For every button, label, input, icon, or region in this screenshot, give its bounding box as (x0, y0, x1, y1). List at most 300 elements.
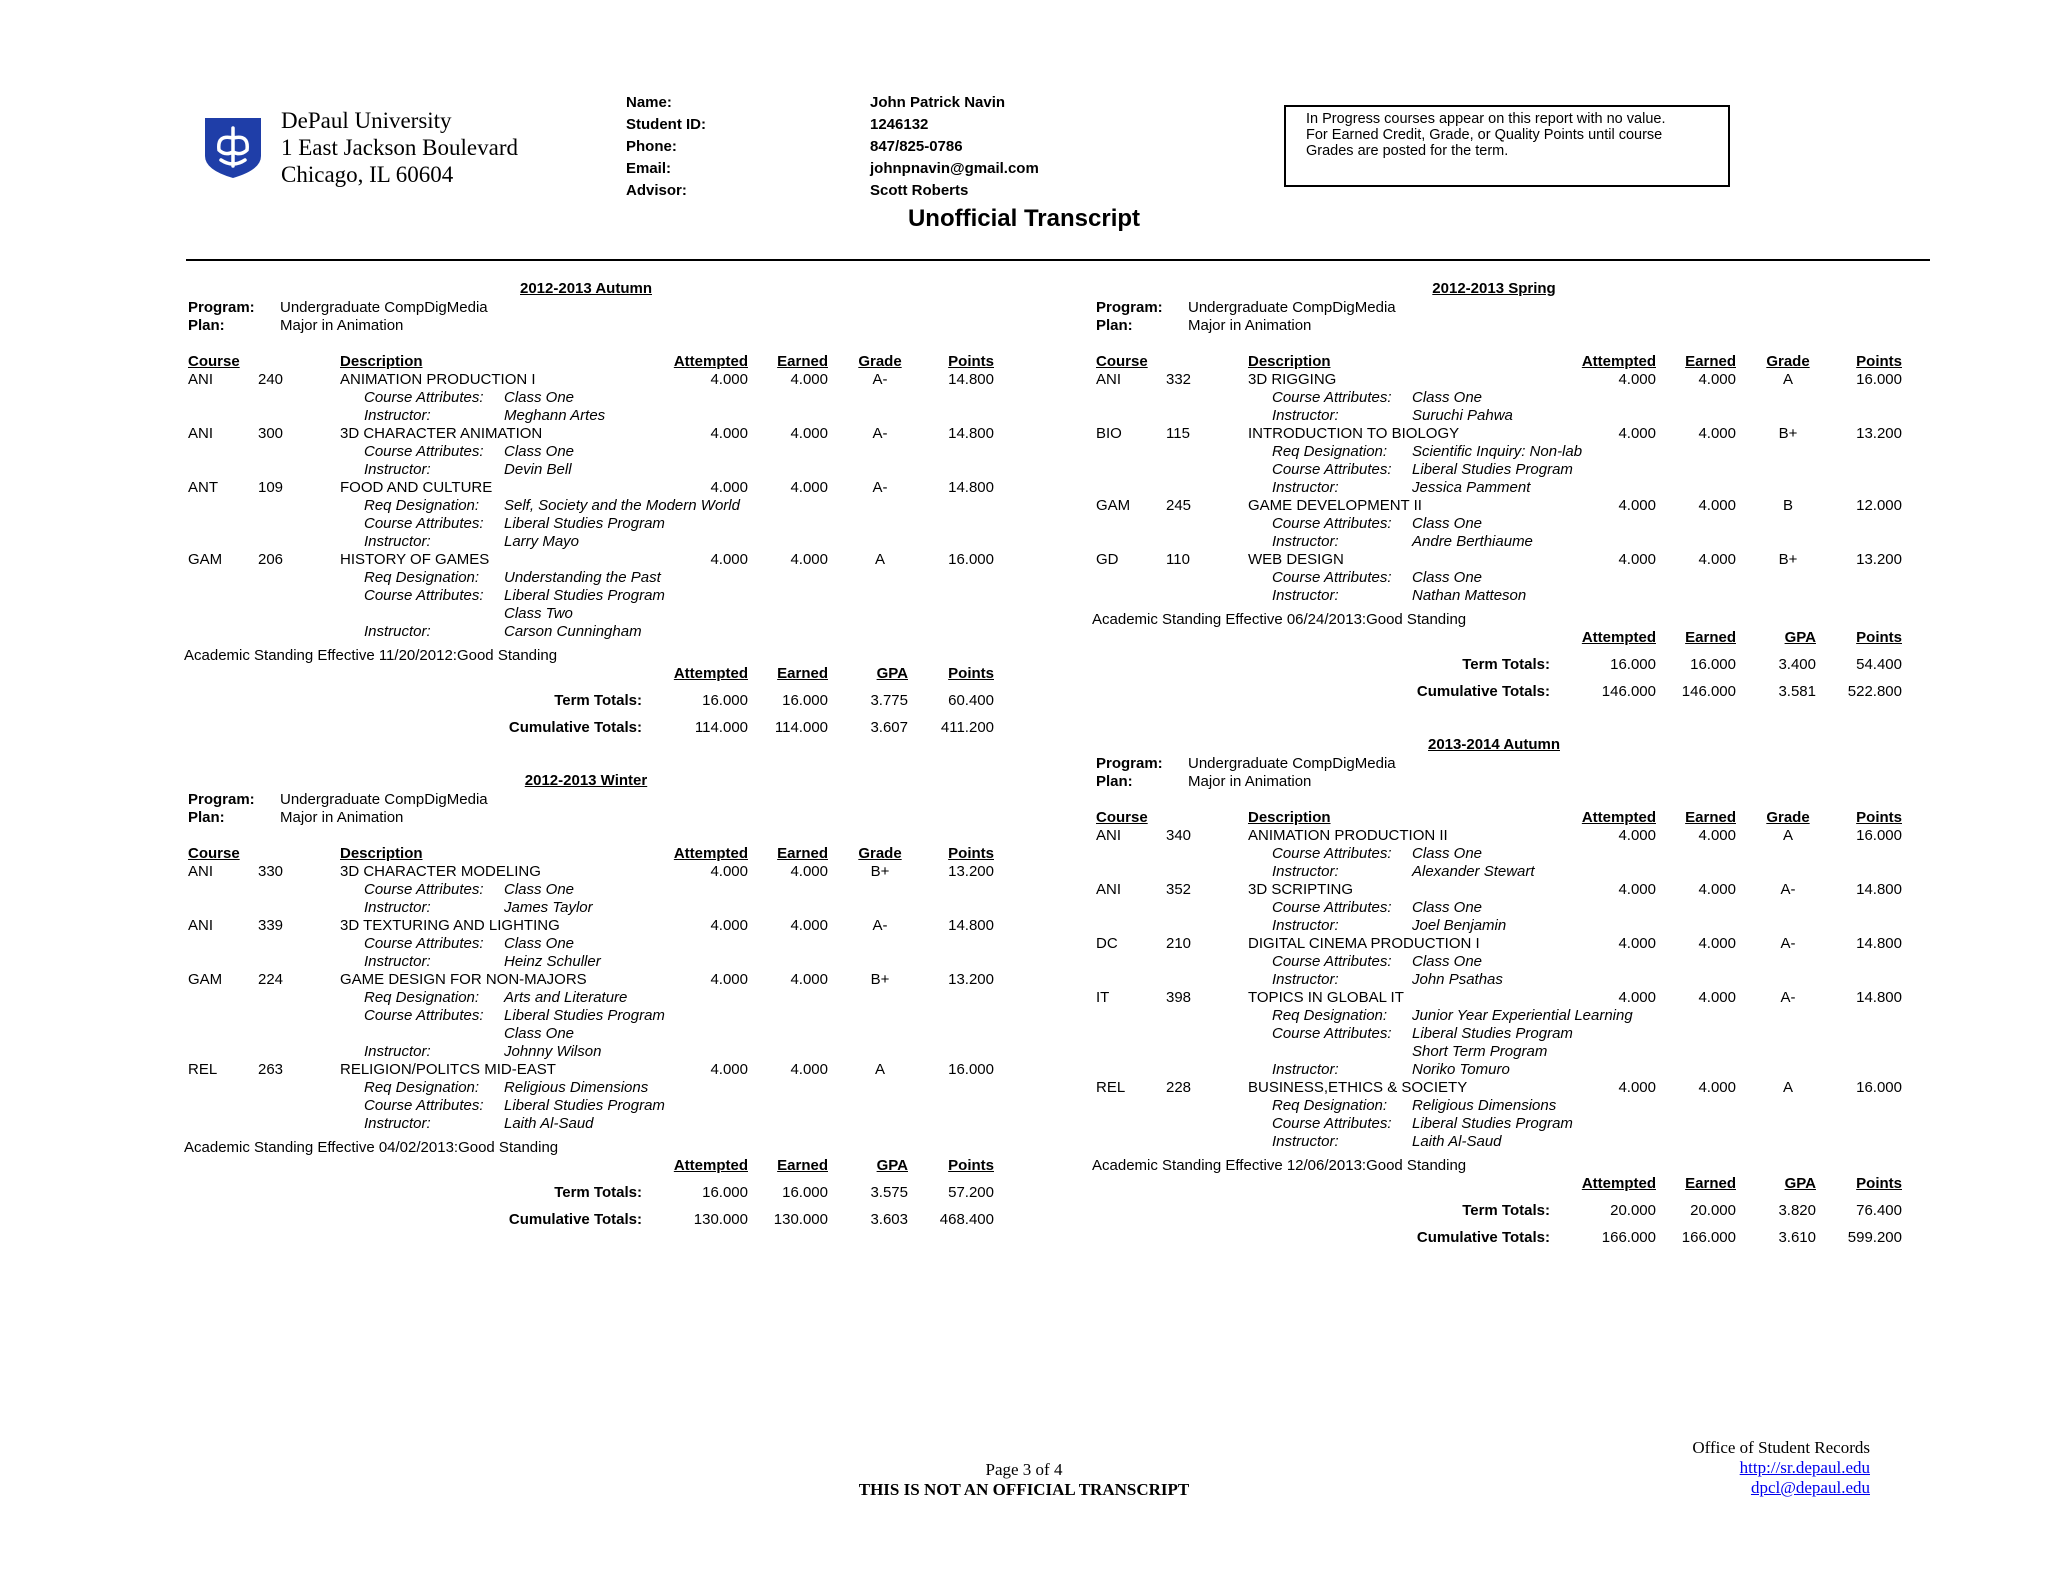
totals-header-gpa: GPA (876, 1157, 908, 1174)
course-attribute-value: Class One (1412, 389, 1483, 406)
course-attribute-label: Instructor: (364, 1043, 431, 1060)
course-points: 13.200 (1856, 425, 1902, 442)
course-attribute-label: Instructor: (1272, 863, 1339, 880)
course-attempted: 4.000 (1618, 827, 1656, 844)
course-attribute-value: John Psathas (1412, 971, 1503, 988)
course-grade: A (1782, 827, 1793, 844)
course-description: RELIGION/POLITCS MID-EAST (340, 1061, 556, 1078)
course-attribute-value: Arts and Literature (504, 989, 628, 1006)
course-attribute-value: Short Term Program (1412, 1043, 1548, 1060)
term-totals-label: Term Totals: (554, 692, 642, 709)
course-attribute-value: Class One (504, 443, 575, 460)
course-attribute-value: Nathan Matteson (1412, 587, 1527, 604)
course-attribute-value: Johnny Wilson (504, 1043, 602, 1060)
course-number: 330 (258, 863, 284, 880)
cumulative-totals-attempted: 166.000 (1601, 1229, 1656, 1246)
course-grade: A- (872, 371, 888, 388)
course-grade: B+ (870, 971, 890, 988)
course-earned: 4.000 (1698, 1079, 1736, 1096)
course-description: 3D CHARACTER ANIMATION (340, 425, 543, 442)
course-earned: 4.000 (1698, 989, 1736, 1006)
course-earned: 4.000 (790, 863, 828, 880)
course-attribute-value: Noriko Tomuro (1412, 1061, 1510, 1078)
cumulative-totals-gpa: 3.607 (870, 719, 908, 736)
term-totals-label: Term Totals: (1462, 656, 1550, 673)
column-header-grade: Grade (858, 845, 902, 862)
name-label: Name: (626, 94, 672, 111)
course-attempted: 4.000 (710, 971, 748, 988)
totals-header-points: Points (948, 1157, 994, 1174)
course-description: ANIMATION PRODUCTION II (1248, 827, 1448, 844)
course-attribute-value: Suruchi Pahwa (1412, 407, 1513, 424)
academic-standing: Academic Standing Effective 12/06/2013:Good Standing (1092, 1157, 1467, 1174)
term-title: 2013-2014 Autumn (1428, 736, 1560, 753)
course-earned: 4.000 (790, 917, 828, 934)
column-header-course: Course (188, 353, 240, 370)
records-email-link[interactable]: dpcl@depaul.edu (1750, 1478, 1870, 1497)
cumulative-totals-earned: 146.000 (1681, 683, 1736, 700)
cumulative-totals-attempted: 130.000 (693, 1211, 748, 1228)
course-number: 340 (1166, 827, 1192, 844)
course-attribute-value: Laith Al-Saud (1412, 1133, 1502, 1150)
course-earned: 4.000 (1698, 827, 1736, 844)
course-points: 13.200 (948, 863, 994, 880)
term-section (1092, 258, 1930, 700)
course-attribute-value: Laith Al-Saud (504, 1115, 594, 1132)
course-attribute-label: Course Attributes: (364, 935, 484, 952)
course-points: 16.000 (1856, 371, 1902, 388)
course-subject: ANI (188, 371, 214, 388)
course-attribute-label: Instructor: (364, 1115, 431, 1132)
course-subject: GAM (1096, 497, 1131, 514)
course-attribute-label: Instructor: (1272, 1133, 1339, 1150)
plan-label: Plan: (188, 809, 225, 826)
course-earned: 4.000 (1698, 425, 1736, 442)
totals-header-gpa: GPA (1784, 629, 1816, 646)
course-subject: GD (1096, 551, 1119, 568)
course-attribute-value: Devin Bell (504, 461, 572, 478)
course-attribute-value: Larry Mayo (504, 533, 580, 550)
course-attribute-label: Instructor: (1272, 533, 1339, 550)
program-value: Undergraduate CompDigMedia (1188, 755, 1396, 772)
column-header-attempted: Attempted (1581, 809, 1656, 826)
totals-header-earned: Earned (1685, 629, 1736, 646)
program-label: Program: (188, 299, 255, 316)
course-attribute-label: Req Designation: (364, 1079, 480, 1096)
records-website-link[interactable]: http://sr.depaul.edu (1739, 1458, 1870, 1477)
course-description: 3D TEXTURING AND LIGHTING (340, 917, 560, 934)
course-points: 16.000 (1856, 1079, 1902, 1096)
course-description: ANIMATION PRODUCTION I (340, 371, 536, 388)
course-subject: GAM (188, 551, 223, 568)
academic-standing: Academic Standing Effective 11/20/2012:Good Standing (184, 647, 558, 664)
totals-header-gpa: GPA (1784, 1175, 1816, 1192)
course-grade: B+ (1778, 551, 1798, 568)
course-attribute-value: Junior Year Experiential Learning (1412, 1007, 1633, 1024)
totals-header-attempted: Attempted (673, 665, 748, 682)
course-attribute-label: Req Designation: (1272, 1007, 1388, 1024)
cumulative-totals-gpa: 3.610 (1778, 1229, 1816, 1246)
course-attribute-value: Liberal Studies Program (1412, 461, 1573, 478)
course-attempted: 4.000 (1618, 881, 1656, 898)
term-totals-gpa: 3.575 (870, 1184, 908, 1201)
term-totals-earned: 20.000 (1690, 1202, 1736, 1219)
totals-header-attempted: Attempted (1581, 629, 1656, 646)
course-subject: REL (188, 1061, 218, 1078)
column-header-points: Points (1856, 809, 1902, 826)
course-subject: ANI (188, 863, 214, 880)
course-attribute-label: Instructor: (1272, 1061, 1339, 1078)
course-attribute-label: Course Attributes: (1272, 461, 1392, 478)
column-header-attempted: Attempted (1581, 353, 1656, 370)
course-attribute-label: Instructor: (1272, 917, 1339, 934)
plan-label: Plan: (1096, 317, 1133, 334)
program-label: Program: (1096, 299, 1163, 316)
course-attribute-label: Instructor: (364, 899, 431, 916)
term-totals-earned: 16.000 (782, 1184, 828, 1201)
column-header-earned: Earned (1685, 809, 1736, 826)
cumulative-totals-label: Cumulative Totals: (1416, 1229, 1550, 1246)
course-attempted: 4.000 (1618, 425, 1656, 442)
student-id-label: Student ID: (626, 116, 706, 133)
course-number: 109 (258, 479, 284, 496)
course-subject: ANI (188, 425, 214, 442)
course-attribute-value: Heinz Schuller (504, 953, 601, 970)
term-totals-attempted: 16.000 (702, 1184, 748, 1201)
course-number: 300 (258, 425, 284, 442)
course-attribute-label: Course Attributes: (1272, 899, 1392, 916)
course-earned: 4.000 (1698, 371, 1736, 388)
course-attribute-value: Class One (504, 881, 575, 898)
notice-line: Grades are posted for the term. (1306, 143, 1509, 159)
student-id: 1246132 (870, 116, 929, 133)
course-grade: A- (1780, 881, 1796, 898)
course-description: 3D SCRIPTING (1248, 881, 1354, 898)
program-value: Undergraduate CompDigMedia (280, 791, 488, 808)
notice-line: For Earned Credit, Grade, or Quality Points until course (1306, 127, 1663, 143)
term-section (184, 750, 1022, 1228)
term-totals-gpa: 3.400 (1778, 656, 1816, 673)
course-attempted: 4.000 (1618, 497, 1656, 514)
student-name: John Patrick Navin (870, 94, 1006, 111)
course-earned: 4.000 (790, 479, 828, 496)
cumulative-totals-attempted: 114.000 (694, 719, 748, 736)
course-attribute-label: Req Designation: (364, 989, 480, 1006)
course-grade: A (874, 551, 885, 568)
course-number: 228 (1166, 1079, 1192, 1096)
column-header-attempted: Attempted (673, 845, 748, 862)
office-name: Office of Student Records (1692, 1438, 1870, 1457)
column-header-course: Course (188, 845, 240, 862)
course-grade: A- (872, 425, 888, 442)
course-attribute-label: Instructor: (364, 953, 431, 970)
course-grade: B (1782, 497, 1793, 514)
course-attribute-label: Instructor: (364, 407, 431, 424)
course-attempted: 4.000 (710, 551, 748, 568)
course-number: 224 (258, 971, 284, 988)
course-attempted: 4.000 (710, 371, 748, 388)
course-attempted: 4.000 (1618, 935, 1656, 952)
course-points: 12.000 (1856, 497, 1902, 514)
course-attribute-value: Meghann Artes (504, 407, 606, 424)
course-description: TOPICS IN GLOBAL IT (1248, 989, 1404, 1006)
cumulative-totals-gpa: 3.603 (870, 1211, 908, 1228)
course-attribute-value: Class Two (504, 605, 573, 622)
course-attribute-value: Self, Society and the Modern World (504, 497, 740, 514)
course-attempted: 4.000 (1618, 989, 1656, 1006)
course-attribute-value: Class One (1412, 845, 1483, 862)
course-number: 398 (1166, 989, 1192, 1006)
course-points: 14.800 (948, 425, 994, 442)
course-earned: 4.000 (790, 551, 828, 568)
plan-value: Major in Animation (280, 317, 404, 334)
column-header-points: Points (948, 353, 994, 370)
course-attempted: 4.000 (710, 1061, 748, 1078)
course-attribute-value: Class One (1412, 569, 1483, 586)
cumulative-totals-points: 522.800 (1847, 683, 1902, 700)
plan-label: Plan: (188, 317, 225, 334)
course-points: 14.800 (1856, 935, 1902, 952)
email-label: Email: (626, 160, 672, 177)
course-attribute-label: Course Attributes: (364, 515, 484, 532)
course-description: GAME DESIGN FOR NON-MAJORS (340, 971, 587, 988)
course-attempted: 4.000 (710, 425, 748, 442)
student-email: johnpnavin@gmail.com (870, 160, 1039, 177)
course-description: 3D RIGGING (1248, 371, 1337, 388)
notice-line: In Progress courses appear on this report with no value. (1306, 111, 1666, 127)
course-attribute-label: Instructor: (1272, 479, 1339, 496)
course-attribute-value: Jessica Pamment (1412, 479, 1531, 496)
academic-standing: Academic Standing Effective 04/02/2013:Good Standing (184, 1139, 559, 1156)
course-attribute-value: Carson Cunningham (504, 623, 642, 640)
term-totals-points: 76.400 (1856, 1202, 1902, 1219)
term-title: 2012-2013 Autumn (520, 280, 652, 297)
column-header-description: Description (340, 353, 423, 370)
course-number: 240 (258, 371, 284, 388)
column-header-earned: Earned (777, 353, 828, 370)
term-totals-points: 60.400 (948, 692, 994, 709)
course-attribute-label: Course Attributes: (364, 1007, 484, 1024)
course-attribute-value: Class One (504, 935, 575, 952)
column-header-points: Points (948, 845, 994, 862)
course-earned: 4.000 (790, 371, 828, 388)
course-attribute-label: Instructor: (364, 623, 431, 640)
term-totals-attempted: 16.000 (702, 692, 748, 709)
totals-header-points: Points (1856, 1175, 1902, 1192)
course-attribute-value: James Taylor (504, 899, 593, 916)
course-earned: 4.000 (1698, 881, 1736, 898)
in-progress-notice (1284, 105, 1730, 187)
program-value: Undergraduate CompDigMedia (1188, 299, 1396, 316)
term-totals-gpa: 3.820 (1778, 1202, 1816, 1219)
column-header-description: Description (1248, 353, 1331, 370)
course-attribute-label: Course Attributes: (1272, 1115, 1392, 1132)
university-address-line2: Chicago, IL 60604 (281, 162, 454, 187)
totals-header-points: Points (948, 665, 994, 682)
course-number: 352 (1166, 881, 1192, 898)
course-attribute-label: Course Attributes: (1272, 845, 1392, 862)
term-totals-attempted: 16.000 (1610, 656, 1656, 673)
term-totals-label: Term Totals: (1462, 1202, 1550, 1219)
plan-value: Major in Animation (1188, 317, 1312, 334)
course-description: GAME DEVELOPMENT II (1248, 497, 1422, 514)
term-title: 2012-2013 Spring (1432, 280, 1556, 297)
advisor-label: Advisor: (626, 182, 687, 199)
cumulative-totals-earned: 114.000 (774, 719, 828, 736)
column-header-attempted: Attempted (673, 353, 748, 370)
course-grade: B+ (870, 863, 890, 880)
cumulative-totals-earned: 166.000 (1681, 1229, 1736, 1246)
course-subject: BIO (1096, 425, 1122, 442)
column-header-grade: Grade (1766, 353, 1810, 370)
course-earned: 4.000 (1698, 935, 1736, 952)
course-attribute-value: Andre Berthiaume (1412, 533, 1533, 550)
term-totals-earned: 16.000 (1690, 656, 1736, 673)
course-subject: ANI (1096, 827, 1122, 844)
course-attribute-value: Class One (1412, 899, 1483, 916)
plan-value: Major in Animation (1188, 773, 1312, 790)
column-header-course: Course (1096, 809, 1148, 826)
course-number: 110 (1166, 551, 1190, 568)
course-number: 206 (258, 551, 284, 568)
course-points: 16.000 (1856, 827, 1902, 844)
course-attribute-value: Scientific Inquiry: Non-lab (1412, 443, 1583, 460)
column-header-points: Points (1856, 353, 1902, 370)
course-description: WEB DESIGN (1248, 551, 1344, 568)
course-attribute-label: Instructor: (364, 461, 431, 478)
cumulative-totals-gpa: 3.581 (1778, 683, 1816, 700)
course-attribute-label: Course Attributes: (364, 443, 484, 460)
course-attribute-value: Class One (504, 389, 575, 406)
column-header-course: Course (1096, 353, 1148, 370)
term-section (184, 258, 1022, 736)
course-points: 14.800 (948, 917, 994, 934)
course-points: 14.800 (948, 371, 994, 388)
course-attribute-label: Instructor: (364, 533, 431, 550)
column-header-earned: Earned (777, 845, 828, 862)
academic-standing: Academic Standing Effective 06/24/2013:Good Standing (1092, 611, 1467, 628)
plan-value: Major in Animation (280, 809, 404, 826)
program-value: Undergraduate CompDigMedia (280, 299, 488, 316)
student-advisor: Scott Roberts (870, 182, 969, 199)
course-earned: 4.000 (1698, 497, 1736, 514)
course-attribute-label: Instructor: (1272, 407, 1339, 424)
course-attempted: 4.000 (1618, 551, 1656, 568)
course-attempted: 4.000 (1618, 371, 1656, 388)
totals-header-earned: Earned (777, 1157, 828, 1174)
student-phone: 847/825-0786 (870, 138, 963, 155)
course-attribute-label: Course Attributes: (364, 389, 484, 406)
course-attribute-value: Religious Dimensions (1412, 1097, 1557, 1114)
course-points: 16.000 (948, 551, 994, 568)
course-earned: 4.000 (790, 971, 828, 988)
course-points: 14.800 (1856, 989, 1902, 1006)
course-description: BUSINESS,ETHICS & SOCIETY (1248, 1079, 1468, 1096)
course-attribute-label: Req Designation: (1272, 443, 1388, 460)
course-attribute-label: Course Attributes: (1272, 515, 1392, 532)
depaul-shield-logo-icon (203, 116, 263, 180)
term-totals-gpa: 3.775 (870, 692, 908, 709)
course-subject: ANI (1096, 881, 1122, 898)
course-subject: GAM (188, 971, 223, 988)
course-attempted: 4.000 (710, 917, 748, 934)
course-grade: B+ (1778, 425, 1798, 442)
course-attempted: 4.000 (1618, 1079, 1656, 1096)
student-info-values (870, 92, 1039, 202)
course-grade: A- (872, 917, 888, 934)
course-number: 263 (258, 1061, 284, 1078)
term-totals-label: Term Totals: (554, 1184, 642, 1201)
page-number: Page 3 of 4 (985, 1460, 1063, 1479)
university-address-line1: 1 East Jackson Boulevard (281, 135, 518, 160)
totals-header-earned: Earned (1685, 1175, 1736, 1192)
column-header-description: Description (340, 845, 423, 862)
totals-header-points: Points (1856, 629, 1902, 646)
course-grade: A- (872, 479, 888, 496)
course-attribute-value: Liberal Studies Program (504, 1097, 665, 1114)
cumulative-totals-label: Cumulative Totals: (1416, 683, 1550, 700)
column-header-grade: Grade (858, 353, 902, 370)
university-address (281, 107, 518, 188)
course-attribute-value: Alexander Stewart (1412, 863, 1535, 880)
term-totals-attempted: 20.000 (1610, 1202, 1656, 1219)
course-attempted: 4.000 (710, 863, 748, 880)
course-points: 16.000 (948, 1061, 994, 1078)
course-attribute-label: Req Designation: (364, 497, 480, 514)
course-attribute-value: Class One (504, 1025, 575, 1042)
course-description: DIGITAL CINEMA PRODUCTION I (1248, 935, 1480, 952)
term-title: 2012-2013 Winter (524, 772, 648, 789)
course-description: HISTORY OF GAMES (340, 551, 490, 568)
course-earned: 4.000 (790, 425, 828, 442)
course-grade: A (874, 1061, 885, 1078)
program-label: Program: (188, 791, 255, 808)
course-points: 13.200 (948, 971, 994, 988)
course-attribute-value: Liberal Studies Program (504, 1007, 665, 1024)
course-grade: A (1782, 371, 1793, 388)
course-points: 14.800 (1856, 881, 1902, 898)
course-attribute-label: Course Attributes: (364, 587, 484, 604)
course-number: 339 (258, 917, 284, 934)
course-attribute-label: Req Designation: (1272, 1097, 1388, 1114)
course-attribute-label: Course Attributes: (1272, 953, 1392, 970)
term-totals-earned: 16.000 (782, 692, 828, 709)
course-attempted: 4.000 (710, 479, 748, 496)
course-attribute-label: Course Attributes: (364, 881, 484, 898)
course-grade: A- (1780, 989, 1796, 1006)
totals-header-earned: Earned (777, 665, 828, 682)
course-subject: ANI (188, 917, 214, 934)
totals-header-attempted: Attempted (673, 1157, 748, 1174)
program-label: Program: (1096, 755, 1163, 772)
course-attribute-label: Instructor: (1272, 587, 1339, 604)
course-number: 245 (1166, 497, 1192, 514)
plan-label: Plan: (1096, 773, 1133, 790)
course-subject: ANT (188, 479, 218, 496)
course-attribute-label: Req Designation: (364, 569, 480, 586)
course-attribute-value: Liberal Studies Program (1412, 1025, 1573, 1042)
course-subject: ANI (1096, 371, 1122, 388)
course-attribute-value: Liberal Studies Program (504, 515, 665, 532)
not-official-notice: THIS IS NOT AN OFFICIAL TRANSCRIPT (858, 1480, 1190, 1499)
cumulative-totals-attempted: 146.000 (1601, 683, 1656, 700)
course-attribute-label: Course Attributes: (364, 1097, 484, 1114)
course-subject: DC (1096, 935, 1118, 952)
course-attribute-label: Course Attributes: (1272, 569, 1392, 586)
column-header-grade: Grade (1766, 809, 1810, 826)
page-title: Unofficial Transcript (907, 205, 1141, 232)
course-attribute-value: Liberal Studies Program (1412, 1115, 1573, 1132)
